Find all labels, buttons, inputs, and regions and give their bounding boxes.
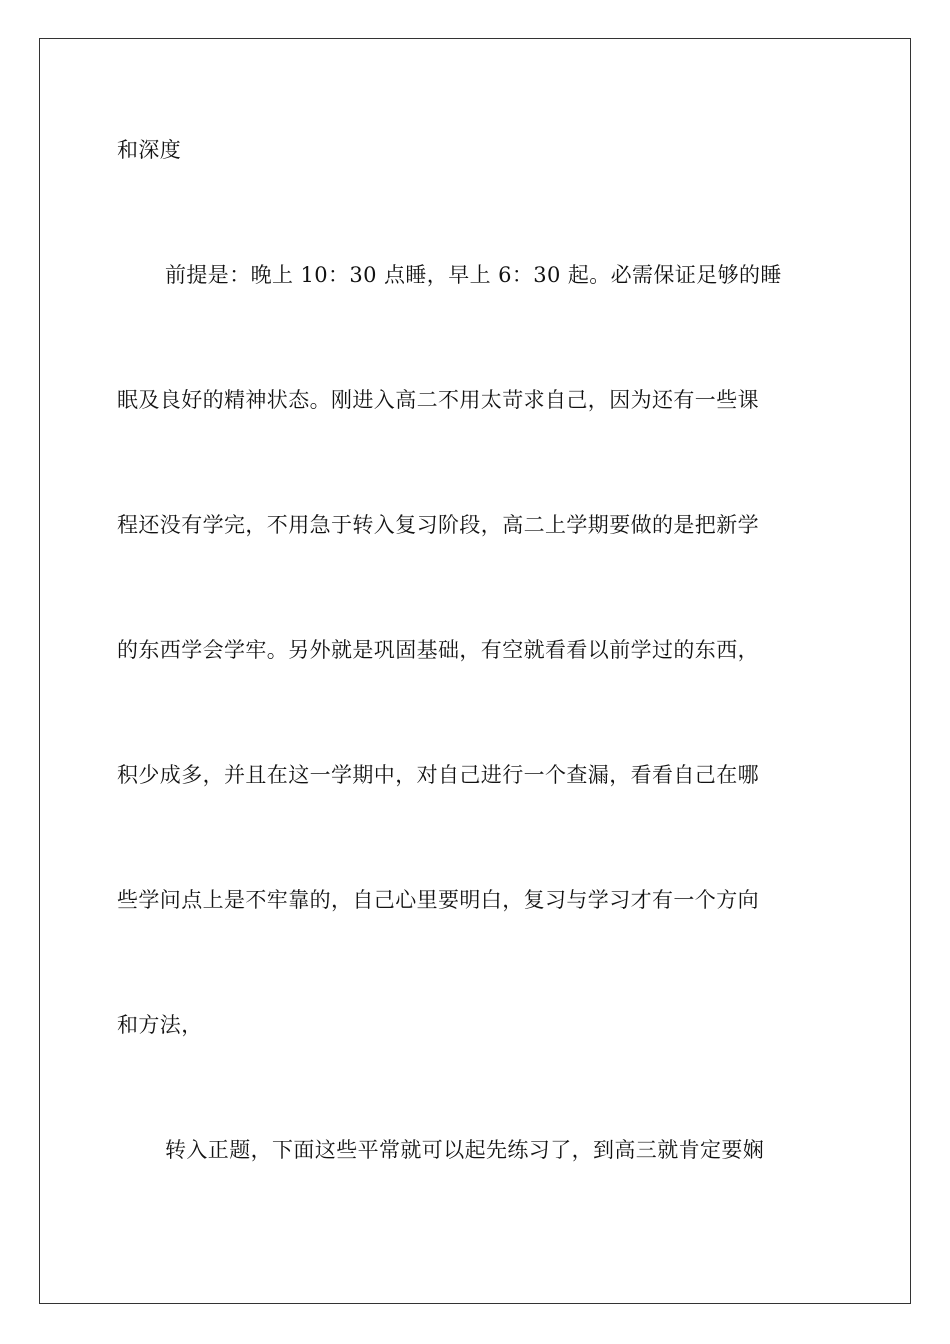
- text-line: 和深度: [117, 138, 182, 162]
- paragraph-first-line: 转入正题，下面这些平常就可以起先练习了，到高三就肯定要娴: [165, 1138, 765, 1162]
- text-line: 些学问点上是不牢靠的，自己心里要明白，复习与学习才有一个方向: [117, 888, 759, 912]
- text-line: 和方法，: [117, 1013, 203, 1037]
- text-line: 积少成多，并且在这一学期中，对自己进行一个查漏，看看自己在哪: [117, 763, 759, 787]
- paragraph-first-line: 前提是：晚上 10：30 点睡，早上 6：30 起。必需保证足够的睡: [165, 263, 782, 287]
- text-line: 的东西学会学牢。另外就是巩固基础，有空就看看以前学过的东西，: [117, 638, 759, 662]
- page-border: [39, 38, 911, 1304]
- text-line: 程还没有学完，不用急于转入复习阶段，高二上学期要做的是把新学: [117, 513, 759, 537]
- text-line: 眠及良好的精神状态。刚进入高二不用太苛求自己，因为还有一些课: [117, 388, 759, 412]
